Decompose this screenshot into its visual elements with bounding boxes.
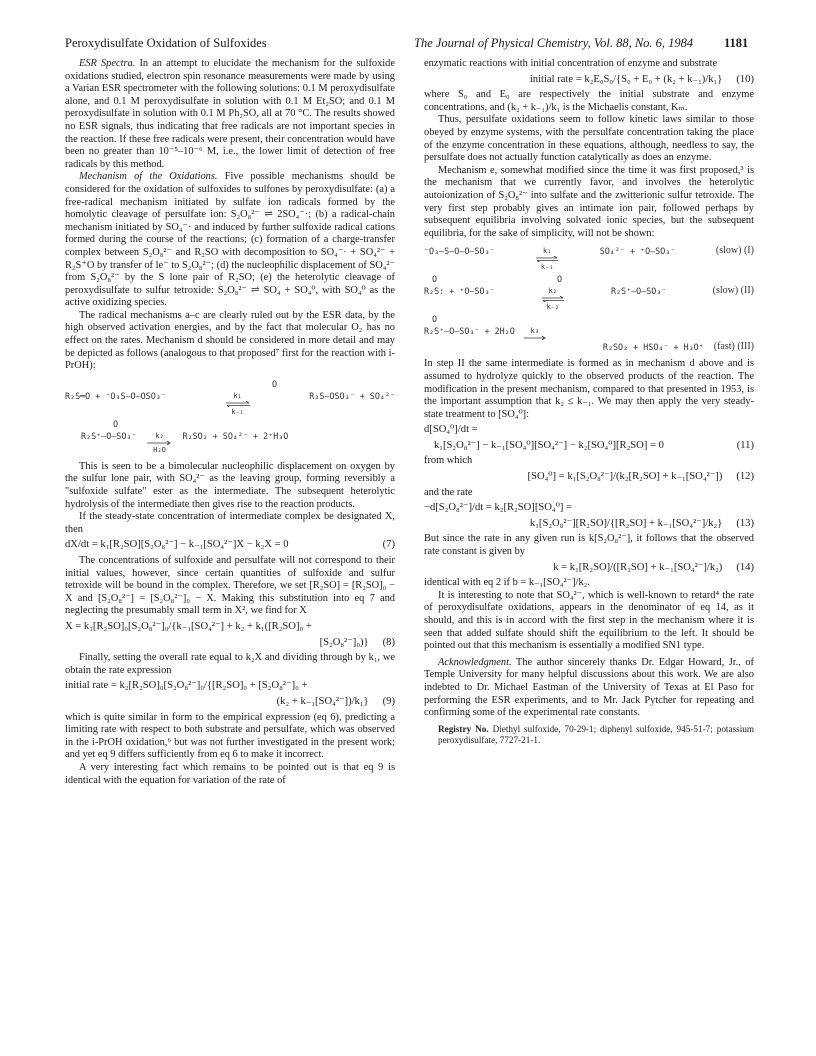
- equation-8-body-1: X = k₁[R₂SO]₀[S₂O₈²⁻]₀/{k₋₁[SO₄²⁻] + k₂ + k₁([R₂SO]₀ +: [65, 620, 312, 632]
- left-column: [65, 58, 395, 787]
- equation-9-line2: [65, 696, 395, 709]
- scheme-e-step3-reactants: R₂S⁺—O—SO₃⁻ + 2H₂O: [424, 326, 515, 337]
- acknowledgment-heading: Acknowledgment.: [438, 656, 512, 668]
- scheme-d-step2-products: R₂SO₂ + SO₄²⁻ + 2⁺H₃O: [182, 430, 289, 441]
- page-number: 1181: [724, 36, 749, 50]
- scheme-d-step2-oxo: O: [113, 418, 119, 429]
- equation-8-line1: [65, 621, 395, 634]
- equation-9-number: (9): [382, 695, 395, 707]
- equation-10-number: (10): [736, 73, 754, 85]
- mechanism-paragraph: [65, 171, 395, 310]
- similar-paragraph: which is quite similar in form to the empirical expression (eq 6), predicting a limiting rate with respect to both substrate and persulfate, which was observed in the i-PrOH oxidation,⁶ but was not further investigated in the present work; and yet eq 9 differs sufficiently from eq 6 to make it incorrect.: [65, 711, 395, 761]
- registry-paragraph: [424, 724, 754, 746]
- scheme-e-k-1: k₋₁: [540, 263, 554, 272]
- equation-14-body: k = k₁[R₂SO]/([R₂SO] + k₋₁[SO₄²⁻]/k₂): [553, 561, 723, 573]
- enzymatic-paragraph: enzymatic reactions with initial concentration of enzyme and substrate: [424, 58, 718, 69]
- scheme-d-k-1: k₋₁: [231, 407, 244, 416]
- equation-14-number: (14): [736, 561, 754, 573]
- equation-11-line2: [424, 440, 754, 453]
- scheme-e-step2-reactants: R₂S: + ⁺O—SO₃⁻: [424, 286, 495, 297]
- scheme-e-k2: k₂: [548, 287, 557, 296]
- scheme-e-step2-oxo-right: O: [557, 274, 563, 285]
- equation-12-body: [SO₄⁰] = k₁[S₂O₈²⁻]/(k₂[R₂SO] + k₋₁[SO₄²⁻]): [527, 471, 723, 483]
- equation-11-body-2: k₁[S₂O₈²⁻] − k₋₁[SO₄⁰][SO₄²⁻] − k₂[SO₄⁰][R₂SO] = 0: [434, 439, 664, 451]
- equation-13-body-1: −d[S₂O₈²⁻]/dt = k₂[R₂SO][SO₄⁰] =: [424, 502, 572, 514]
- scheme-e-step3-label: (fast) (III): [713, 341, 754, 353]
- bimolecular-paragraph: This is seen to be a bimolecular nucleophilic displacement on oxygen by the sulfur lone pair, with SO₄²⁻ as the leaving group, forming reversibly a "sulfoxide sulfate" ester as the intermediate. The subsequent heterolytic hydrolysis of the intermediate then gives rise to the reaction products.: [65, 460, 395, 510]
- equation-7-number: (7): [382, 539, 395, 551]
- scheme-d-step1-reactants: R₂S═O + ⁻O₃S—O—OSO₃⁻: [65, 390, 166, 401]
- running-header-journal: The Journal of Physical Chemistry, Vol. 88, No. 6, 1984: [414, 36, 694, 50]
- scheme-e-step1-reactant: ⁻O₃—S—O—O—SO₃⁻: [424, 246, 495, 257]
- but-since-paragraph: But since the rate in any given run is k[S₂O₈²⁻], it follows that the observed rate constant is given by: [424, 533, 754, 558]
- finally-paragraph: Finally, setting the overall rate equal to k₂X and dividing through by k₁, we obtain the rate expression: [65, 652, 395, 676]
- scheme-e-step2-product: R₂S⁺—O—SO₃⁻: [610, 286, 667, 297]
- registry-text: Diethyl sulfoxide, 70-29-1; diphenyl sulfoxide, 945-51-7; potassium peroxydisulfate, 7727-21-1.: [438, 723, 754, 745]
- equation-8-body-2: [S₂O₈²⁻]₀)}: [319, 636, 369, 648]
- scheme-e-step2-oxo-left: O: [432, 274, 438, 285]
- scheme-e-step-3: [424, 326, 754, 340]
- equation-11-line1: [424, 424, 754, 437]
- equation-14: [424, 562, 754, 575]
- radical-paragraph: The radical mechanisms a–c are clearly ruled out by the ESR data, by the high observed activation energies, and by the fact that molecular O₂ has no effect on the rates. Mechanism d should be considered in more detail and may be depicted as follows (analogous to that proposed⁷ first for the reaction with i-PrOH):: [65, 309, 395, 372]
- equation-13-line1: [424, 502, 754, 515]
- where-paragraph: where S₀ and E₀ are respectively the initial substrate and enzyme concentrations, and (k₂ + k₋₁)/k₁ is the Michaelis constant, Kₘ.: [424, 89, 754, 113]
- scheme-d-step1-products: R₂S—OSO₃⁻ + SO₄²⁻: [309, 390, 395, 401]
- scheme-mechanism-d: [65, 379, 395, 455]
- concentrations-paragraph: The concentrations of sulfoxide and persulfate will not correspond to their initial values, however, since certain quantities of sulfoxide and sulfur tetroxide will be bound in the complex. Therefore, we set [R₂SO] = [R₂SO]₀ − X and [S₂O₈²⁻] = [S₂O₈²⁻]₀ − X. Making this substitution into eq 7 and neglecting the presumably small term in X², we find for X: [65, 555, 395, 617]
- registry-heading: Registry No.: [438, 723, 489, 734]
- interesting-fact-paragraph: A very interesting fact which remains to be pointed out is that eq 9 is identical with the equation for variation of the rate of: [65, 761, 395, 786]
- acknowledgment-text: The author sincerely thanks Dr. Edgar Howard, Jr., of Temple University for many helpful discussions about this work. We are also indebted to Dr. Michael Eastman of the University of Texas at El Paso for performing the ESR experiments, and to Mr. Jack Pytcher for repeating and confirming some of the experimental rate constants.: [424, 656, 754, 719]
- mechanism-e-paragraph: Mechanism e, somewhat modified since the time it was first proposed,³ is the mechanism that we currently favor, and involves the heterolytic autoionization of S₂O₈²⁻ into sulfate and the zwitterionic sulfur tetroxide. The very first step probably gives an intimate ion pair, followed perhaps by subsequent equilibria involving solvated ionic species, but the subsequent equilibria, for the sake of simplicity, will not be shown:: [424, 164, 754, 239]
- equation-9-line1: [65, 680, 395, 693]
- scheme-e-step2-label: (slow) (II): [712, 285, 754, 297]
- equation-8-line2: [65, 637, 395, 650]
- mechanism-text: Five possible mechanisms should be considered for the oxidation of sulfoxides to sulfones by peroxydisulfate: (a) a free-radical mechanism initiated by sulfate ion radicals formed by the homolytic cleavage of persulfate ion: S₂O₈²⁻ ⇌ 2SO₄⁻·; (b) a radical-chain mechanism initiated by SO₄⁻· and induced by further sulfoxide radical cations formed during the course of the reactions; (c) formation of a charge-transfer complex between S₂O₈²⁻ and R₂SO with decomposition to SO₄⁻· + SO₄²⁻ + R₂S⁺O by transfer of le⁻ to S₂O₈²⁻; (d) the nucleophilic displacement of SO₄²⁻ from S₂O₈²⁻ by the S lone pair of R₂SO; (e) the heterolytic cleavage of peroxydisulfate to sulfur tetroxide: S₂O₈²⁻ ⇌ SO₄ + SO₄⁰, with SO₄⁰ as the active oxidizing species.: [65, 171, 395, 309]
- esr-paragraph: [65, 58, 395, 171]
- scheme-e-k1: k₁: [542, 247, 552, 256]
- equation-9-body-1: initial rate = k₂[R₂SO]₀[S₂O₈²⁻]₀/{[R₂SO]₀ + [S₂O₈²⁻]₀ +: [65, 680, 308, 692]
- equation-13-line2: [424, 518, 754, 531]
- steady-state-paragraph: If the steady-state concentration of intermediate complex be designated X, then: [65, 511, 395, 535]
- scheme-mechanism-e: [424, 246, 754, 352]
- equation-11-body-1: d[SO₄⁰]/dt =: [424, 424, 478, 436]
- equation-12: [424, 471, 754, 484]
- step-ii-paragraph: In step II the same intermediate is formed as in mechanism d above and is assumed to hydrolyze quickly to the observed products of the reaction. The modification in the present mechanism, compared to that presented in 1953, is the important assumption that k₂ ≤ k₋₁. We may then apply the very steady-state treatment to [SO₄⁰]:: [424, 358, 754, 420]
- scheme-e-k-2: k₋₂: [546, 303, 560, 312]
- scheme-e-step1-label: (slow) (I): [715, 245, 754, 257]
- scheme-d-oxo: O: [271, 378, 277, 389]
- equation-13-body-2: k₁[S₂O₈²⁻][R₂SO]/{[R₂SO] + k₋₁[SO₄²⁻]/k₂}: [529, 517, 723, 529]
- scheme-e-step3-oxo: O: [432, 314, 438, 325]
- equation-10-body: initial rate = k₂E₀S₀/{S₀ + E₀ + (k₂ + k₋₁)/k₁}: [529, 73, 723, 85]
- esr-text: In an attempt to elucidate the mechanism for the sulfoxide oxidations studied, electron spin resonance measurements were made by using a Varian ESR spectrometer with the following solutions: 0.1 M peroxydisulfate alone, and 0.1 M peroxydisulfate in solution with 0.1 M Et₂SO; and 0.1 M peroxydisulfate in solution with 0.1 M Ph₂SO, all at 70 °C. The results showed no ESR signals, thus indicating that free radicals are not important species in the reaction. If these free radicals were present, their concentration would have been no greater than 10⁻⁵–10⁻⁶ M, i.e., the lower limit of detection of free radicals by this method.: [65, 58, 395, 170]
- equation-9-body-2: (k₂ + k₋₁[SO₄²⁻])/k₁}: [276, 695, 369, 707]
- equation-11-number: (11): [736, 439, 754, 451]
- scheme-d-k2: k₂: [155, 431, 164, 440]
- thus-paragraph: Thus, persulfate oxidations seem to follow kinetic laws similar to those obeyed by enzyme systems, with the persulfate concentration taking the place of the enzyme concentration in these equations, although, needless to say, the persulfate does not actually function catalytically as does an enzyme.: [424, 114, 754, 164]
- sulfate-note-paragraph: It is interesting to note that SO₄²⁻, which is well-known to retard⁴ the rate of peroxydisulfate oxidations, appears in the denominator of eq 14, as it should, and this is in accord with the first step in the mechanism where it is seen that added sulfate should shift the equilibrium to the left. It should be pointed out that this mechanism is essentially a modified SN1 type.: [424, 589, 754, 652]
- scheme-d-k1: k₁: [233, 391, 242, 400]
- running-header-left: Peroxydisulfate Oxidation of Sulfoxides: [65, 36, 267, 50]
- right-column: [424, 58, 754, 746]
- equation-13-number: (13): [736, 517, 754, 529]
- scheme-e-step3-products: R₂SO₂ + HSO₄⁻ + H₃O⁺: [602, 342, 704, 353]
- scheme-e-step-1: [424, 246, 754, 272]
- equation-7-body: dX/dt = k₁[R₂SO][S₂O₈²⁻] − k₋₁[SO₄²⁻]X − k₂X = 0: [65, 539, 289, 551]
- scheme-e-k3: k₃: [530, 327, 539, 336]
- scheme-d-step2-reactant: R₂S⁺—O—SO₃⁻: [81, 430, 137, 441]
- scheme-d-h2o: H₂O: [153, 445, 166, 454]
- equation-12-number: (12): [736, 471, 754, 483]
- equation-7: [65, 539, 395, 552]
- identical-text: identical with eq 2 if b = k₋₁[SO₄²⁻]/k₂.: [424, 577, 590, 589]
- forward-arrow-icon: [523, 336, 547, 340]
- from-which-text: from which: [424, 455, 473, 467]
- esr-heading: ESR Spectra.: [79, 58, 136, 69]
- scheme-e-step-2: [424, 286, 754, 312]
- acknowledgment-paragraph: [424, 657, 754, 720]
- equation-8-number: (8): [382, 636, 395, 648]
- equation-10: [424, 74, 754, 87]
- and-the-rate-text: and the rate: [424, 486, 473, 498]
- scheme-e-step1-products: SO₄²⁻ + ⁺O—SO₃⁻: [599, 246, 676, 257]
- mechanism-heading: Mechanism of the Oxidations.: [79, 171, 218, 183]
